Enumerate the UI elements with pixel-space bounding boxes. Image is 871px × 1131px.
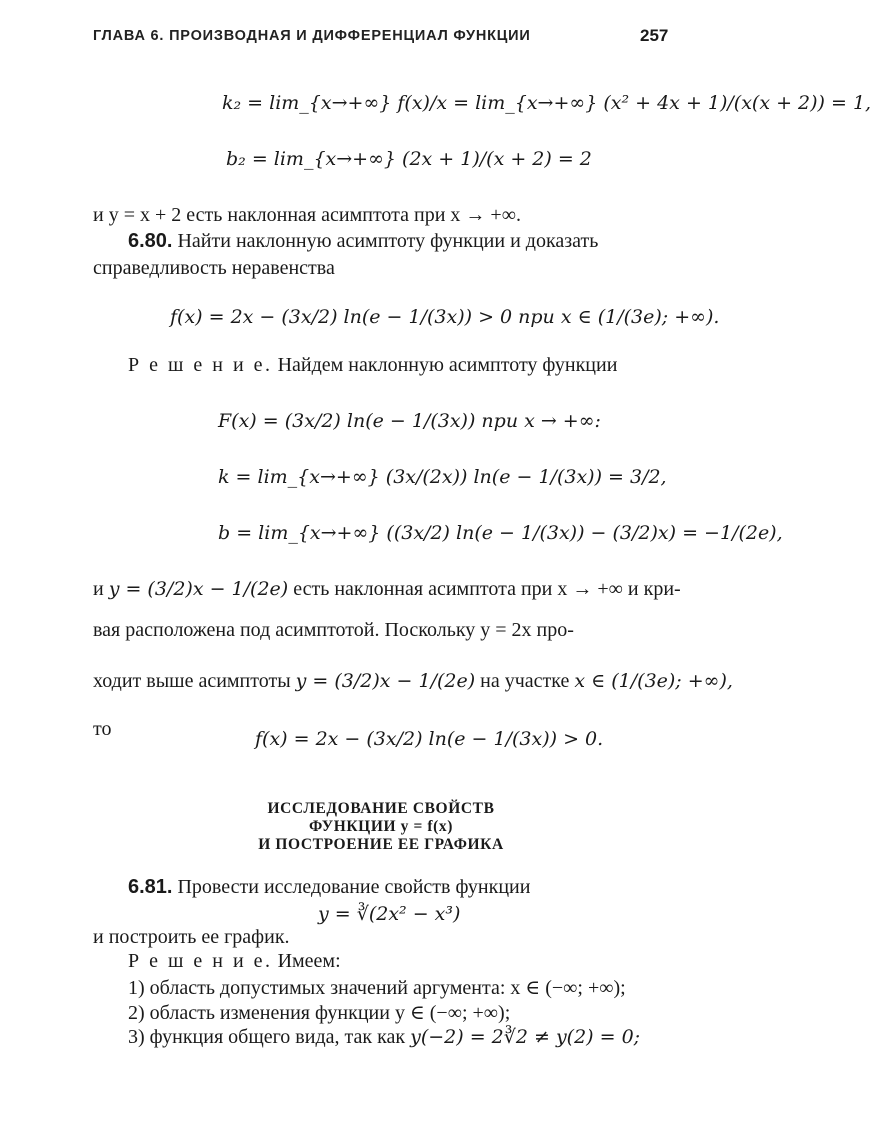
interval-text: на участке	[480, 670, 570, 692]
formula-asymptote-2: y = (3/2)x − 1/(2e)	[295, 670, 476, 692]
problem-text: Найти наклонную асимптоту функции и доказать	[177, 230, 599, 252]
problem-680	[128, 230, 598, 253]
formula-function: y = ∛(2x² − x³)	[318, 903, 461, 925]
then-word: то	[93, 718, 112, 740]
section-heading-line2: ФУНКЦИИ y = f(x)	[308, 818, 453, 835]
word-and: и	[93, 578, 104, 600]
problem-text-681: Провести исследование свойств функции	[177, 876, 531, 898]
formula-asymptote: y = (3/2)x − 1/(2e)	[108, 578, 289, 600]
formula-final: f(x) = 2x − (3x/2) ln(e − 1/(3x)) > 0.	[255, 728, 604, 750]
problem-number-681: 6.81.	[128, 876, 173, 898]
chapter-header: ГЛАВА 6. ПРОИЗВОДНАЯ И ДИФФЕРЕНЦИАЛ ФУНКЦИИ	[93, 28, 531, 44]
formula-b2: b₂ = lim_{x→+∞} (2x + 1)/(x + 2) = 2	[226, 148, 592, 170]
solution-line	[128, 354, 617, 377]
section-heading-line1: ИССЛЕДОВАНИЕ СВОЙСТВ	[267, 800, 495, 817]
asymptote-statement	[93, 578, 681, 601]
list-item-3-text: 3) функция общего вида, так как	[128, 1026, 406, 1048]
solution-line-2	[128, 950, 341, 973]
problem-681	[128, 876, 530, 899]
asymptote-line: и y = x + 2 есть наклонная асимптота при x → +∞.	[93, 204, 521, 226]
curve-line: вая расположена под асимптотой. Поскольку y = 2x про-	[93, 619, 574, 641]
formula-k: k = lim_{x→+∞} (3x/(2x)) ln(e − 1/(3x)) = 3/2,	[218, 466, 667, 488]
solution-text-2: Имеем:	[277, 950, 341, 972]
formula-interval: x ∈ (1/(3e); +∞),	[574, 670, 733, 692]
list-item-3	[128, 1026, 640, 1049]
list-item-2: 2) область изменения функции y ∈ (−∞; +∞);	[128, 1002, 511, 1024]
formula-k2: k₂ = lim_{x→+∞} f(x)/x = lim_{x→+∞} (x² + 4x + 1)/(x(x + 2)) = 1,	[222, 92, 871, 114]
page-number: 257	[640, 26, 669, 45]
problem-number: 6.80.	[128, 230, 173, 252]
formula-b: b = lim_{x→+∞} ((3x/2) ln(e − 1/(3x)) − (3/2)x) = −1/(2e),	[218, 522, 783, 544]
formula-F: F(x) = (3x/2) ln(e − 1/(3x)) при x → +∞:	[218, 410, 601, 432]
solution-label: Р е ш е н и е.	[128, 354, 273, 376]
formula-inequality: f(x) = 2x − (3x/2) ln(e − 1/(3x)) > 0 при x ∈ (1/(3e); +∞).	[170, 306, 720, 328]
solution-label-2: Р е ш е н и е.	[128, 950, 273, 972]
list-item-1: 1) область допустимых значений аргумента: x ∈ (−∞; +∞);	[128, 977, 626, 999]
formula-item3: y(−2) = 2∛2 ≠ y(2) = 0;	[410, 1026, 641, 1048]
passes-text: ходит выше асимптоты	[93, 670, 291, 692]
build-graph-text: и построить ее график.	[93, 926, 290, 948]
section-heading-line3: И ПОСТРОЕНИЕ ЕЕ ГРАФИКА	[258, 836, 504, 853]
passes-line	[93, 670, 733, 693]
solution-text: Найдем наклонную асимптоту функции	[277, 354, 618, 376]
problem-text-cont: справедливость неравенства	[93, 257, 335, 279]
asymptote-text: есть наклонная асимптота при x → +∞ и кри-	[293, 578, 681, 600]
